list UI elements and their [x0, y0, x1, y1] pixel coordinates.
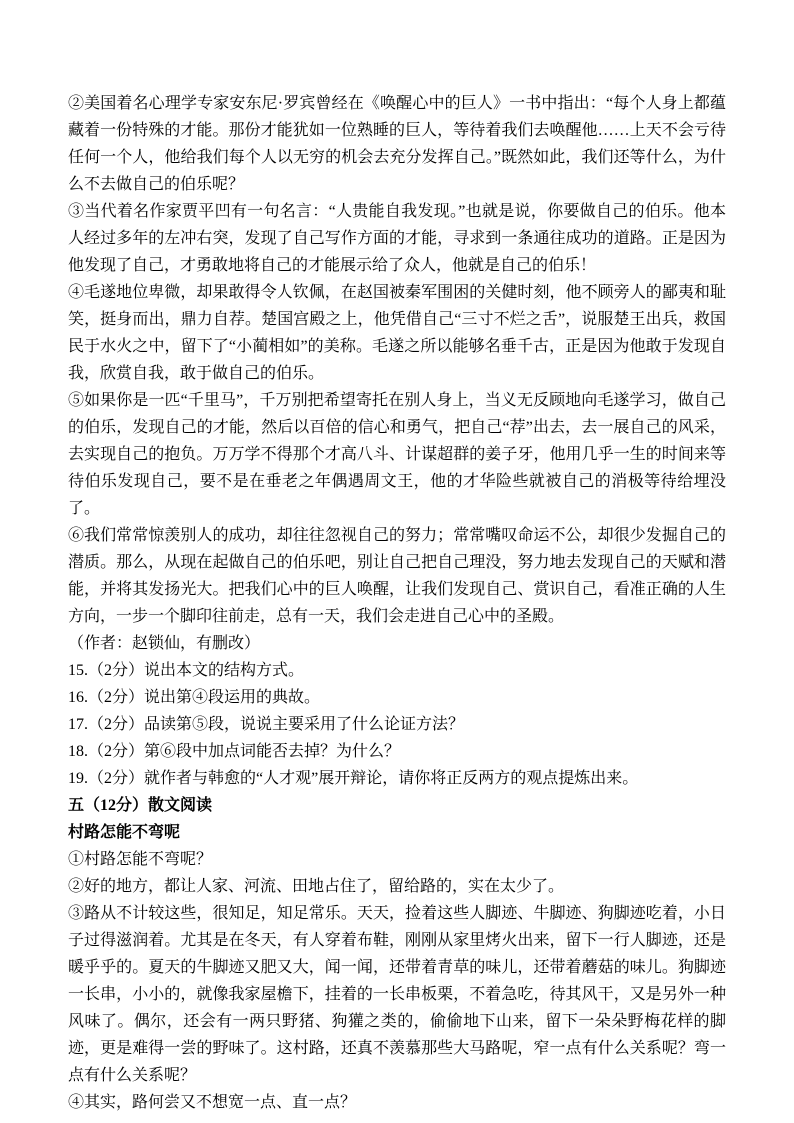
- prose-paragraph-1: ①村路怎能不弯呢？: [68, 851, 213, 868]
- passage-paragraph-4: ④毛遂地位卑微，却果敢得令人钦佩，在赵国被秦军围困的关健时刻，他不顾旁人的鄙夷和耻笑，挺身而出，鼎力自荐。楚国宫殿之上，他凭借自己“三寸不烂之舌”，说服楚王出兵，救国民于水火之中，留下了“小蔺相如”的美称。毛遂之所以能够名垂千古，正是因为他敢于发现自我，欣赏自我，敢于做自己的伯乐。: [68, 284, 726, 382]
- question-15: 15.（2分）说出本文的结构方式。: [68, 662, 305, 679]
- argumentative-reading-passage: [68, 90, 726, 792]
- question-18: 18.（2分）第⑥段中加点词能否去掉？为什么？: [68, 743, 401, 760]
- passage-paragraph-6: ⑥我们常常惊羡别人的成功，却往往忽视自己的努力；常常嘴叹命运不公，却很少发掘自己的潜质。那么，从现在起做自己的伯乐吧，别让自己把自己理没，努力地去发现自己的天赋和潜能，并将其发扬光大。把我们心中的巨人唤醒，让我们发现自己、赏识自己，看准正确的人生方向，一步一个脚印往前走，总有一天，我们会走进自己心中的圣殿。: [68, 527, 726, 625]
- question-19: 19.（2分）就作者与韩愈的“人才观”展开辩论，请你将正反两方的观点提炼出来。: [68, 770, 639, 787]
- prose-essay-title: 村路怎能不弯呢: [68, 824, 181, 841]
- question-17: 17.（2分）品读第⑤段，说说主要采用了什么论证方法？: [68, 716, 465, 733]
- question-16: 16.（2分）说出第④段运用的典故。: [68, 689, 321, 706]
- prose-paragraph-4: ④其实，路何尝又不想宽一点、直一点？: [68, 1094, 357, 1111]
- prose-paragraph-3: ③路从不计较这些，很知足，知足常乐。天天，捡着这些人脚迹、牛脚迹、狗脚迹吃着，小日子过得滋润着。尤其是在冬天，有人穿着布鞋，刚刚从家里烤火出来，留下一行人脚迹，还是暖乎乎的。夏天的牛脚迹又肥又大，闻一闻，还带着青草的味儿，还带着蘑菇的味儿。狗脚迹一长串，小小的，就像我家屋檐下，挂着的一长串板栗，不着急吃，待其风干，又是另外一种风味了。偶尔，还会有一两只野猪、狗獾之类的，偷偷地下山来，留下一朵朵野梅花样的脚迹，更是难得一尝的野味了。这村路，还真不羡慕那些大马路呢，窄一点有什么关系呢？弯一点有什么关系呢？: [68, 905, 726, 1084]
- prose-reading-section: [68, 792, 726, 1116]
- passage-paragraph-2: ②美国着名心理学专家安东尼·罗宾曾经在《唤醒心中的巨人》一书中指出：“每个人身上都蕴藏着一份特殊的才能。那份才能犹如一位熟睡的巨人，等待着我们去唤醒他……上天不会亏待任何一个人，他给我们每个人以无穷的机会去充分发挥自己。”既然如此，我们还等什么，为什么不去做自己的伯乐呢？: [68, 95, 726, 193]
- author-note: （作者：赵锁仙，有删改）: [68, 635, 261, 652]
- section-five-heading: 五（12分）散文阅读: [68, 797, 213, 814]
- passage-paragraph-3: ③当代着名作家贾平凹有一句名言：“人贵能自我发现。”也就是说，你要做自己的伯乐。他本人经过多年的左冲右突，发现了自己写作方面的才能，寻求到一条通往成功的道路。正是因为他发现了自己，才勇敢地将自己的才能展示给了众人，他就是自己的伯乐！: [68, 203, 726, 274]
- passage-paragraph-5: ⑤如果你是一匹“千里马”，千万别把希望寄托在别人身上，当义无反顾地向毛遂学习，做自己的伯乐，发现自己的才能，然后以百倍的信心和勇气，把自己“荐”出去，去一展自己的风采，去实现自己的抱负。万万学不得那个才高八斗、计谋超群的姜子牙，他用几乎一生的时间来等待伯乐发现自己，要不是在垂老之年偶遇周文王，他的才华险些就被自己的消极等待给埋没了。: [68, 392, 726, 517]
- prose-paragraph-2: ②好的地方，都让人家、河流、田地占住了，留给路的，实在太少了。: [68, 878, 565, 895]
